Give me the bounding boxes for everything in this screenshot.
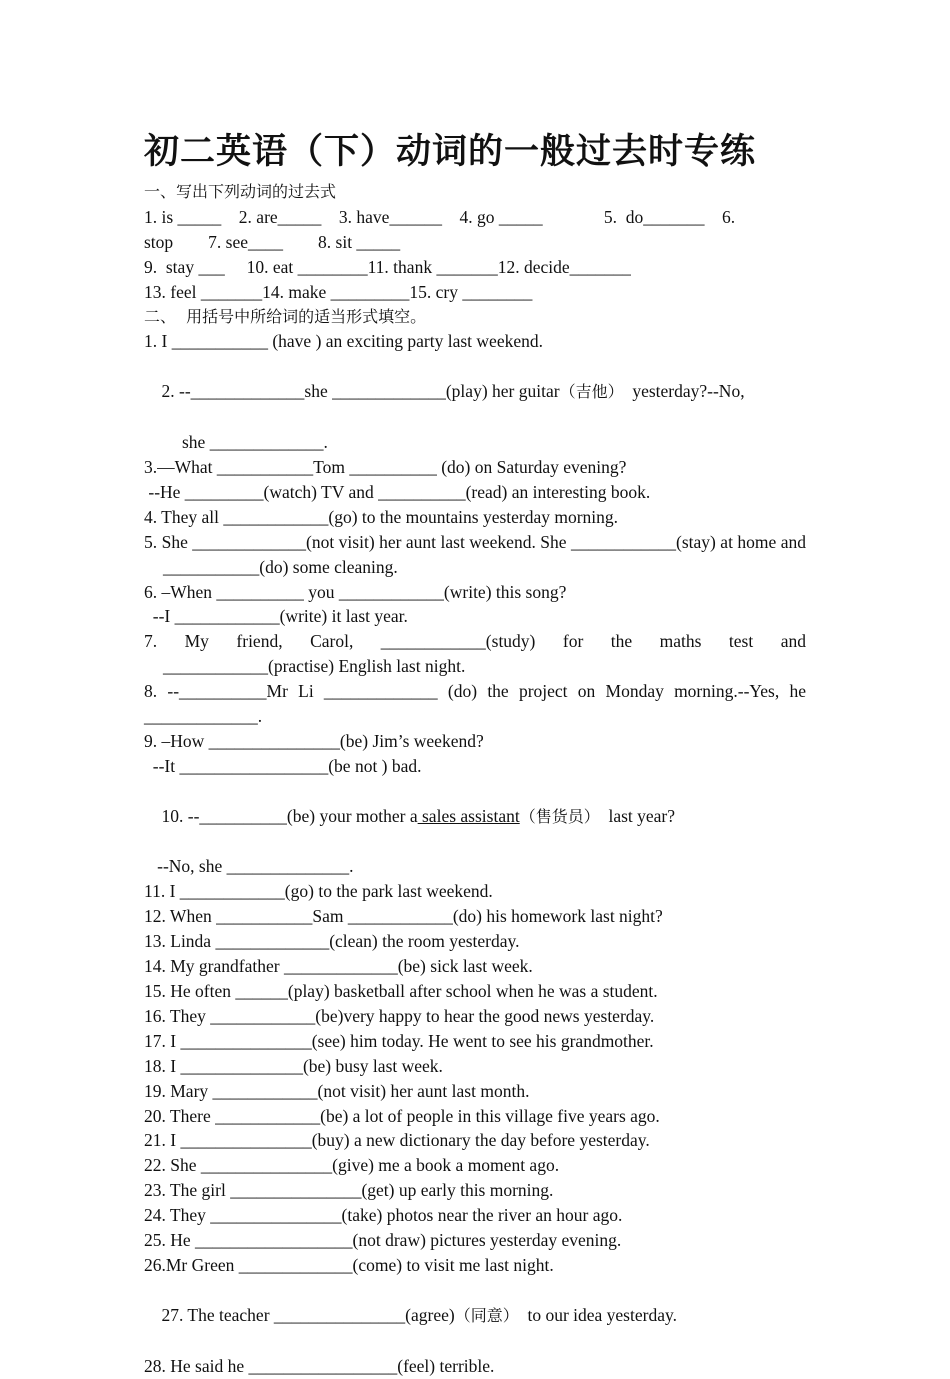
question-9a: 9. –How _______________(be) Jim’s weekend? (144, 730, 484, 751)
question-13: 13. Linda _____________(clean) the room yesterday. (144, 931, 520, 952)
question-10 (144, 779, 806, 855)
question-2-text-a: 2. --_____________she _____________(play) her guitar (161, 381, 560, 402)
section1-row3: 13. feel _______14. make _________15. cry ________ (144, 281, 533, 302)
question-27-text-a: 27. The teacher _______________(agree) (161, 1304, 455, 1325)
question-4: 4. They all ____________(go) to the mountains yesterday morning. (144, 506, 619, 527)
question-3a: 3.—What ___________Tom __________ (do) on Saturday evening? (144, 456, 627, 477)
worksheet (144, 126, 811, 1379)
question-5: 5. She _____________(not visit) her aunt last weekend. She ____________(stay) at home and ___________(do) some cleaning. (144, 531, 806, 577)
question-7: 7. My friend, Carol, ____________(study) for the maths test and ____________(practise) English last night. (144, 631, 811, 677)
question-8: 8. --__________Mr Li _____________ (do) the project on Monday morning.--Yes, he _____________. (144, 681, 806, 727)
page-title: 初二英语（下）动词的一般过去时专练 (144, 131, 757, 172)
section1-row1b: stop 7. see____ 8. sit _____ (144, 231, 401, 252)
section1-row2: 9. stay ___ 10. eat ________11. thank _______12. decide_______ (144, 256, 631, 277)
question-10-text-a: 10. --__________(be) your mother a (161, 805, 418, 826)
question-10-text-b: last year? (599, 805, 676, 826)
question-17: 17. I _______________(see) him today. He went to see his grandmother. (144, 1030, 654, 1051)
question-16: 16. They ____________(be)very happy to hear the good news yesterday. (144, 1005, 655, 1026)
question-26: 26.Mr Green _____________(come) to visit me last night. (144, 1254, 554, 1275)
question-2-text-b: yesterday?--No, (623, 381, 745, 402)
question-28: 28. He said he _________________(feel) terrible. (144, 1355, 495, 1376)
question-11: 11. I ____________(go) to the park last weekend. (144, 881, 493, 902)
question-20: 20. There ____________(be) a lot of people in this village five years ago. (144, 1105, 660, 1126)
section2-heading: 二、 用括号中所给词的适当形式填空。 (144, 306, 427, 326)
question-27 (144, 1278, 806, 1354)
question-10-chinese-gloss: （售货员） (519, 806, 600, 826)
question-23: 23. The girl _______________(get) up early this morning. (144, 1180, 554, 1201)
section1-row1a: 1. is _____ 2. are_____ 3. have______ 4. go _____ 5. do_______ 6. (144, 206, 736, 227)
question-21: 21. I _______________(buy) a new dictionary the day before yesterday. (144, 1130, 650, 1151)
question-2-chinese-gloss: （吉他） (559, 382, 624, 402)
question-2-answer: she _____________. (182, 432, 328, 453)
question-14: 14. My grandfather _____________(be) sick last week. (144, 956, 533, 977)
question-19: 19. Mary ____________(not visit) her aunt last month. (144, 1080, 530, 1101)
question-6b: --I ____________(write) it last year. (144, 606, 408, 627)
question-2 (144, 354, 806, 430)
question-22: 22. She _______________(give) me a book a moment ago. (144, 1155, 560, 1176)
question-3b: --He _________(watch) TV and __________(read) an interesting book. (144, 481, 651, 502)
question-24: 24. They _______________(take) photos near the river an hour ago. (144, 1205, 623, 1226)
question-10-underlined-term: sales assistant (417, 805, 520, 826)
question-10-answer: --No, she ______________. (144, 856, 354, 877)
question-6a: 6. –When __________ you ____________(write) this song? (144, 581, 567, 602)
question-12: 12. When ___________Sam ____________(do) his homework last night? (144, 906, 663, 927)
question-15: 15. He often ______(play) basketball after school when he was a student. (144, 981, 658, 1001)
question-1: 1. I ___________ (have ) an exciting party last weekend. (144, 331, 543, 352)
section1-heading: 一、写出下列动词的过去式 (144, 182, 337, 201)
question-27-chinese-gloss: （同意） (454, 1305, 519, 1325)
question-25: 25. He __________________(not draw) pictures yesterday evening. (144, 1230, 622, 1251)
question-9b: --It _________________(be not ) bad. (144, 755, 422, 776)
question-18: 18. I ______________(be) busy last week. (144, 1055, 443, 1076)
question-27-text-b: to our idea yesterday. (518, 1304, 677, 1325)
